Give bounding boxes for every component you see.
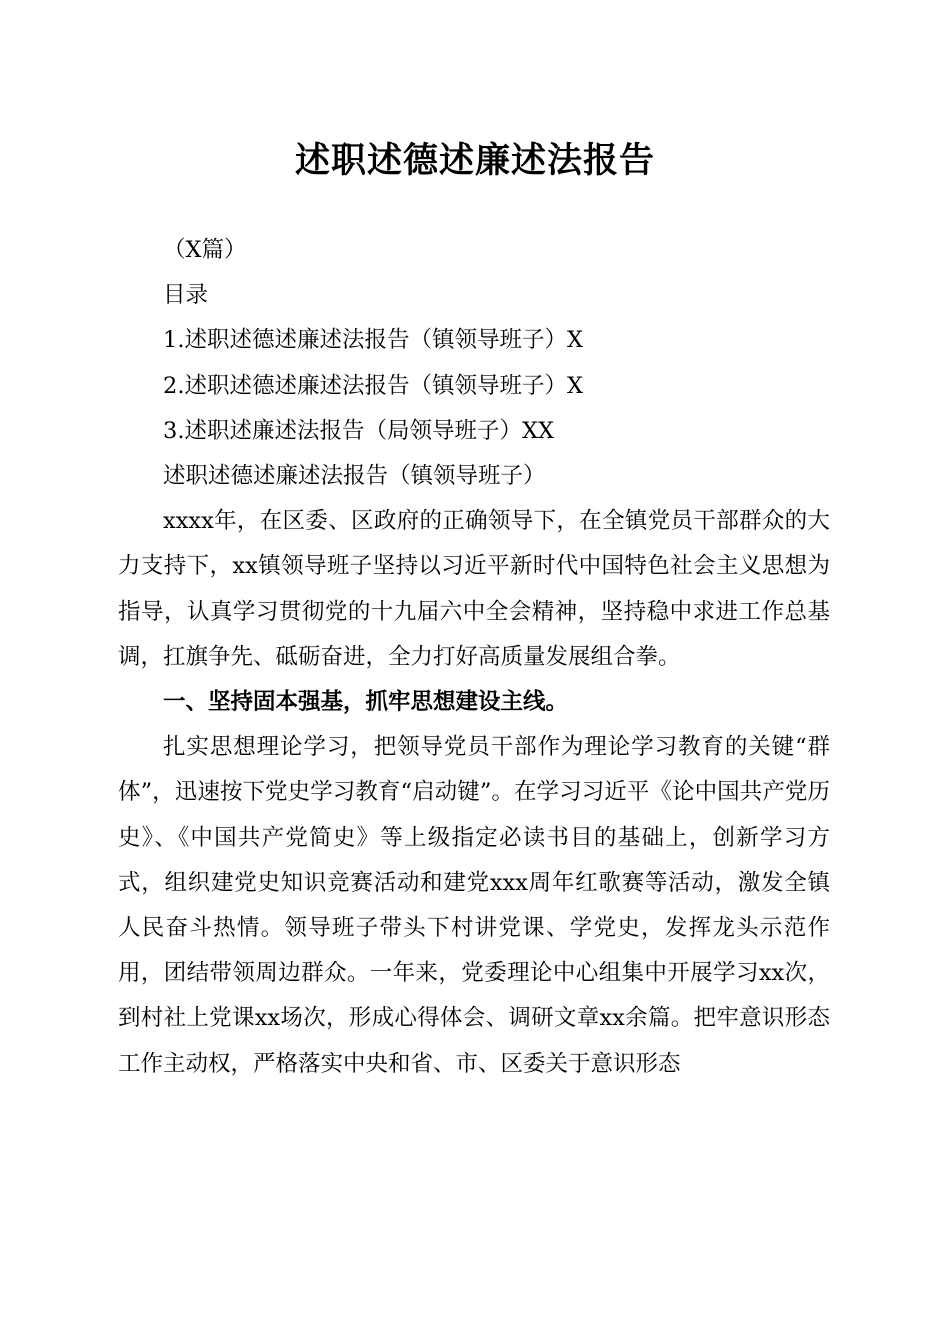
paragraph-intro: xxxx年，在区委、区政府的正确领导下，在全镇党员干部群众的大力支持下，xx镇领导班子坚持以习近平新时代中国特色社会主义思想为指导，认真学习贯彻党的十九届六中全会精神，坚持稳中求进工作总基调，扛旗争先、砥砺奋进，全力打好高质量发展组合拳。	[118, 508, 830, 670]
document-body	[118, 228, 830, 1087]
paragraph-section-1-body: 扎实思想理论学习，把领导党员干部作为理论学习教育的关键“群体”，迅速按下党史学习教育“启动键”。在学习习近平《论中国共产党历史》、《中国共产党简史》等上级指定必读书目的基础上，创新学习方式，组织建党史知识竞赛活动和建党xxx周年红歌赛等活动，激发全镇人民奋斗热情。领导班子带头下村讲党课、学党史，发挥龙头示范作用，团结带领周边群众。一年来，党委理论中心组集中开展学习xx次，到村社上党课xx场次，形成心得体会、调研文章xx余篇。把牢意识形态工作主动权，严格落实中央和省、市、区委关于意识形态	[118, 734, 830, 1077]
paragraph-toc-item-3: 3.述职述廉述法报告（局领导班子）XX	[163, 417, 555, 444]
paragraph-toc-item-2: 2.述职述德述廉述法报告（镇领导班子）X	[163, 372, 583, 399]
section-heading-1: 一、坚持固本强基，抓牢思想建设主线。	[163, 689, 569, 716]
document-title: 述职述德述廉述法报告	[294, 141, 655, 181]
paragraph-toc-heading: 目录	[163, 282, 209, 309]
paragraph-report-subtitle: 述职述德述廉述法报告（镇领导班子）	[163, 463, 546, 490]
paragraph-toc-item-1: 1.述职述德述廉述法报告（镇领导班子）X	[163, 327, 583, 354]
paragraph-volume-note: （X篇）	[163, 237, 247, 263]
